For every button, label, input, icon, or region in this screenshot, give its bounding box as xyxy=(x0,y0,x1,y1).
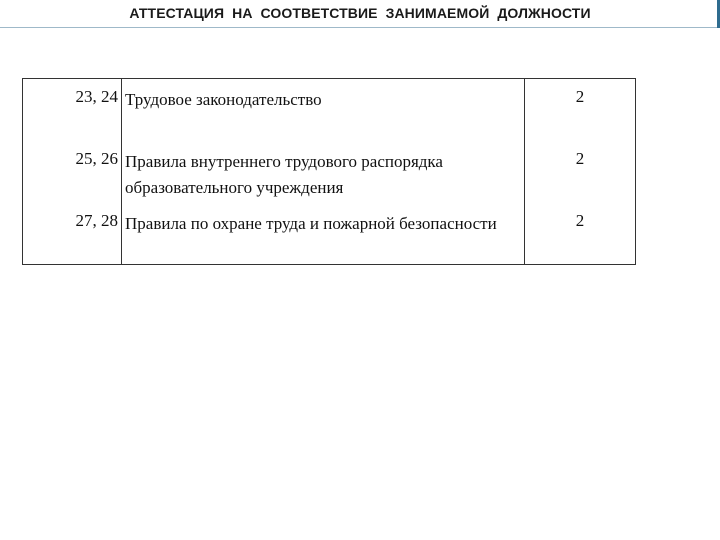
topic-name: Правила внутреннего трудового распорядка образовательного учреждения xyxy=(122,141,525,203)
lesson-numbers: 23, 24 xyxy=(23,79,122,141)
hours-count: 2 xyxy=(525,141,636,203)
lesson-numbers: 25, 26 xyxy=(23,141,122,203)
table-row xyxy=(23,79,636,141)
page-title: АТТЕСТАЦИЯ НА СООТВЕТСТВИЕ ЗАНИМАЕМОЙ ДОЛЖНОСТИ xyxy=(129,5,591,21)
hours-count: 2 xyxy=(525,203,636,265)
header-bar xyxy=(0,0,720,28)
topic-name: Правила по охране труда и пожарной безопасности xyxy=(122,203,525,265)
table-row xyxy=(23,141,636,203)
topics-table xyxy=(22,78,636,265)
table-row xyxy=(23,203,636,265)
hours-count: 2 xyxy=(525,79,636,141)
lesson-numbers: 27, 28 xyxy=(23,203,122,265)
topic-name: Трудовое законодательство xyxy=(122,79,525,141)
